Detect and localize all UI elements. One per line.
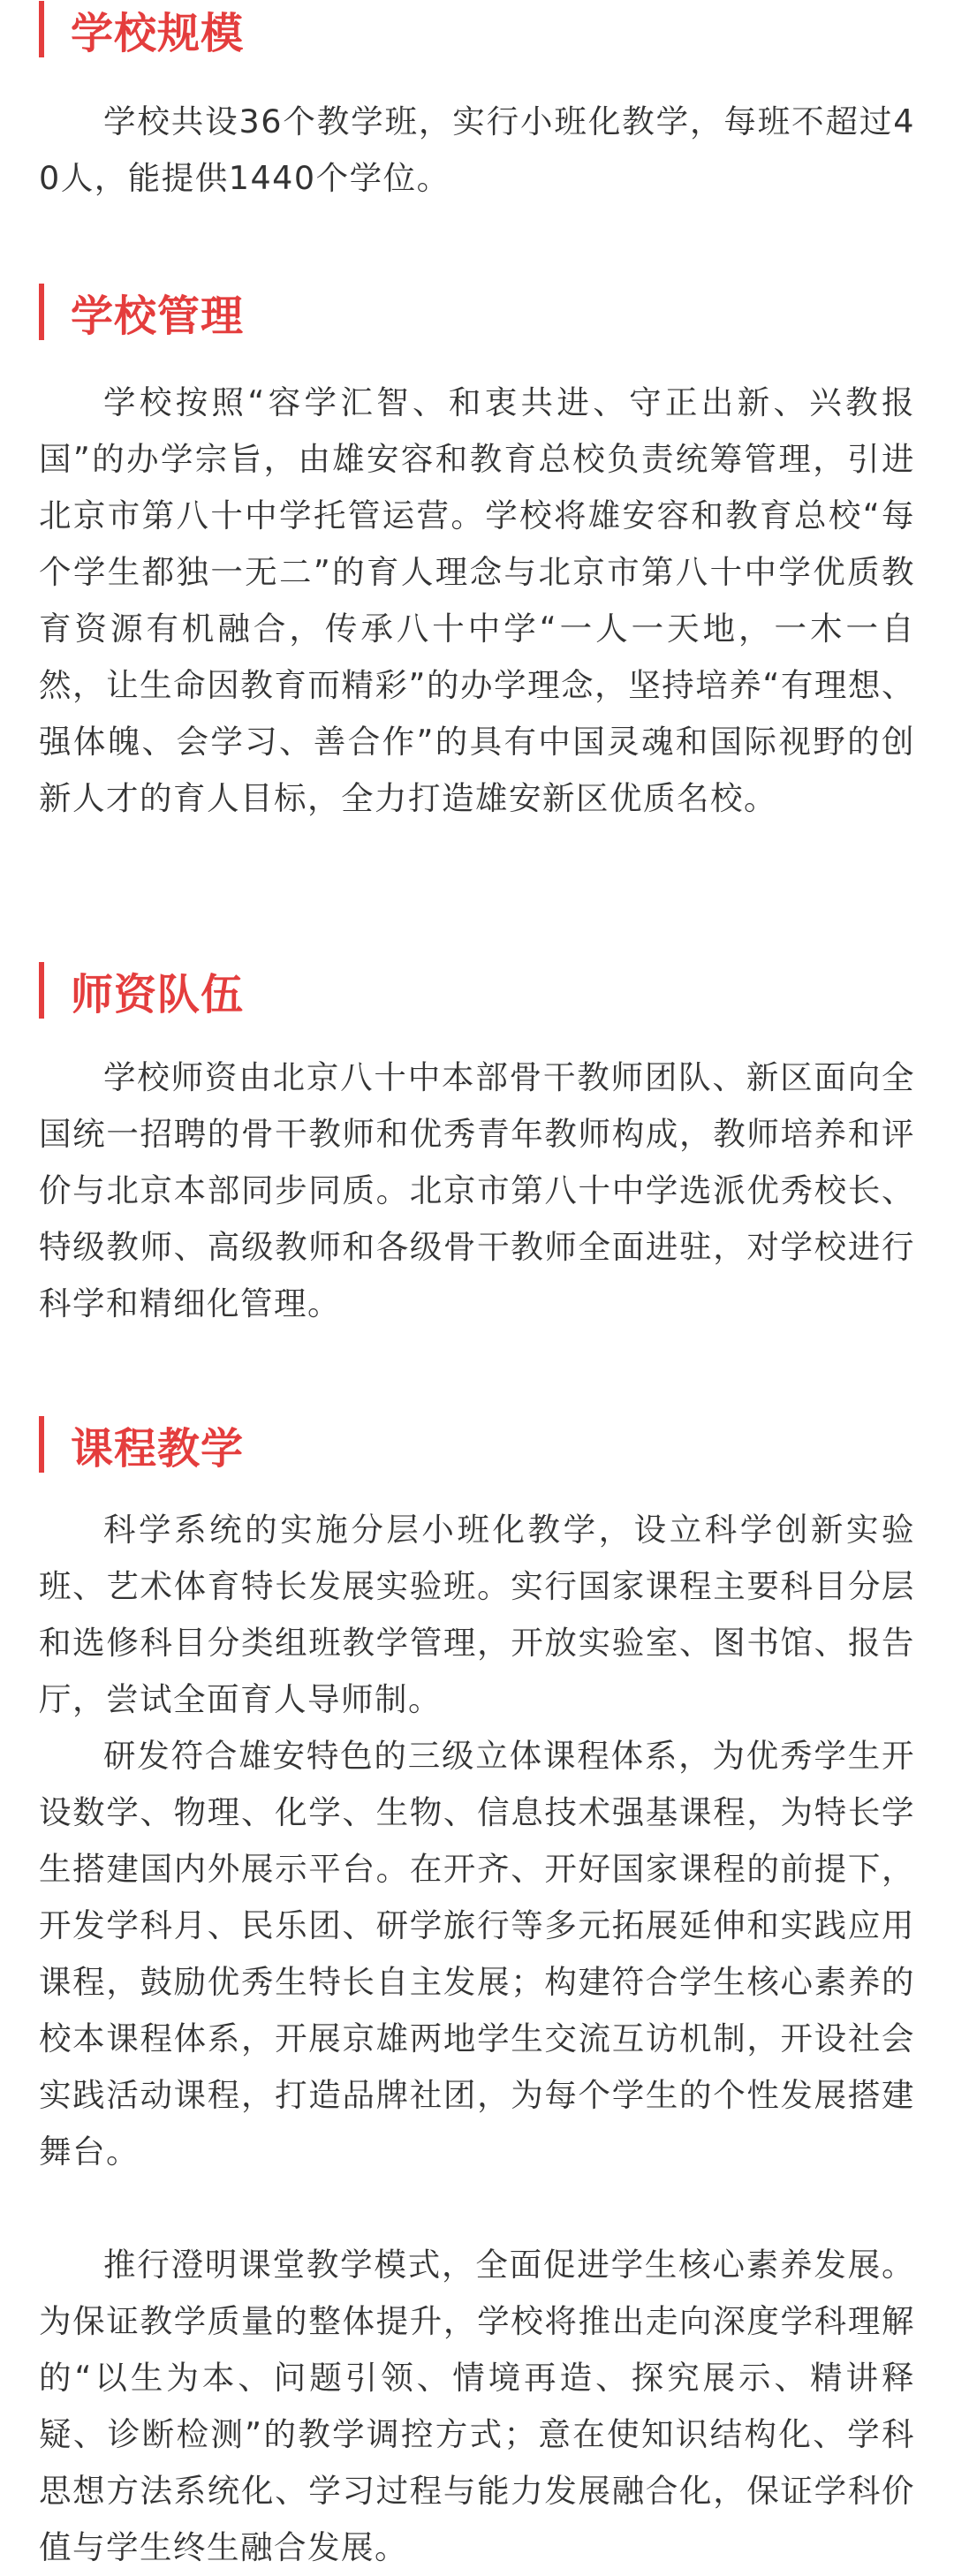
section-title: 学校管理 — [71, 291, 245, 341]
section-title: 师资队伍 — [71, 969, 245, 1019]
section-header-scale — [39, 0, 244, 69]
paragraph: 推行澄明课堂教学模式，全面促进学生核心素养发展。为保证教学质量的整体提升，学校将推出走向深度学科理解的“以生为本、问题引领、情境再造、探究展示、精讲释疑、诊断检测”的教学调控方式；意在使知识结构化、学科思想方法系统化、学习过程与能力发展融合化，保证学科价值与学生终生融合发展。 — [39, 2246, 915, 2566]
paragraph: 学校共设36个教学班，实行小班化教学，每班不超过40人，能提供1440个学位。 — [39, 102, 915, 197]
section-header-faculty — [39, 951, 244, 1030]
section-title: 学校规模 — [71, 8, 245, 58]
section-accent-bar — [39, 962, 44, 1019]
section-accent-bar — [39, 1, 44, 57]
section-header-curriculum — [39, 1405, 244, 1484]
section-title: 课程教学 — [71, 1423, 245, 1474]
paragraph: 学校师资由北京八十中本部骨干教师团队、新区面向全国统一招聘的骨干教师和优秀青年教师构成，教师培养和评价与北京本部同步同质。北京市第八十中学选派优秀校长、特级教师、高级教师和各级骨干教师全面进驻，对学校进行科学和精细化管理。 — [39, 1058, 915, 1322]
section-accent-bar — [39, 284, 44, 340]
paragraph: 学校按照“容学汇智、和衷共进、守正出新、兴教报国”的办学宗旨，由雄安容和教育总校负责统筹管理，引进北京市第八十中学托管运营。学校将雄安容和教育总校“每个学生都独一无二”的育人理念与北京市第八十中学优质教育资源有机融合，传承八十中学“一人一天地，一木一自然，让生命因教育而精彩”的办学理念，坚持培养“有理想、强体魄、会学习、善合作”的具有中国灵魂和国际视野的创新人才的育人目标，全力打造雄安新区优质名校。 — [39, 383, 915, 817]
paragraph: 科学系统的实施分层小班化教学，设立科学创新实验班、艺术体育特长发展实验班。实行国家课程主要科目分层和选修科目分类组班教学管理，开放实验室、图书馆、报告厅，尝试全面育人导师制。 — [39, 1511, 915, 1718]
section-accent-bar — [39, 1416, 44, 1473]
section-header-management — [39, 272, 244, 352]
paragraph: 研发符合雄安特色的三级立体课程体系，为优秀学生开设数学、物理、化学、生物、信息技术强基课程，为特长学生搭建国内外展示平台。在开齐、开好国家课程的前提下，开发学科月、民乐团、研学旅行等多元拓展延伸和实践应用课程，鼓励优秀生特长自主发展；构建符合学生核心素养的校本课程体系，开展京雄两地学生交流互访机制，开设社会实践活动课程，打造品牌社团，为每个学生的个性发展搭建舞台。 — [39, 1737, 915, 2171]
